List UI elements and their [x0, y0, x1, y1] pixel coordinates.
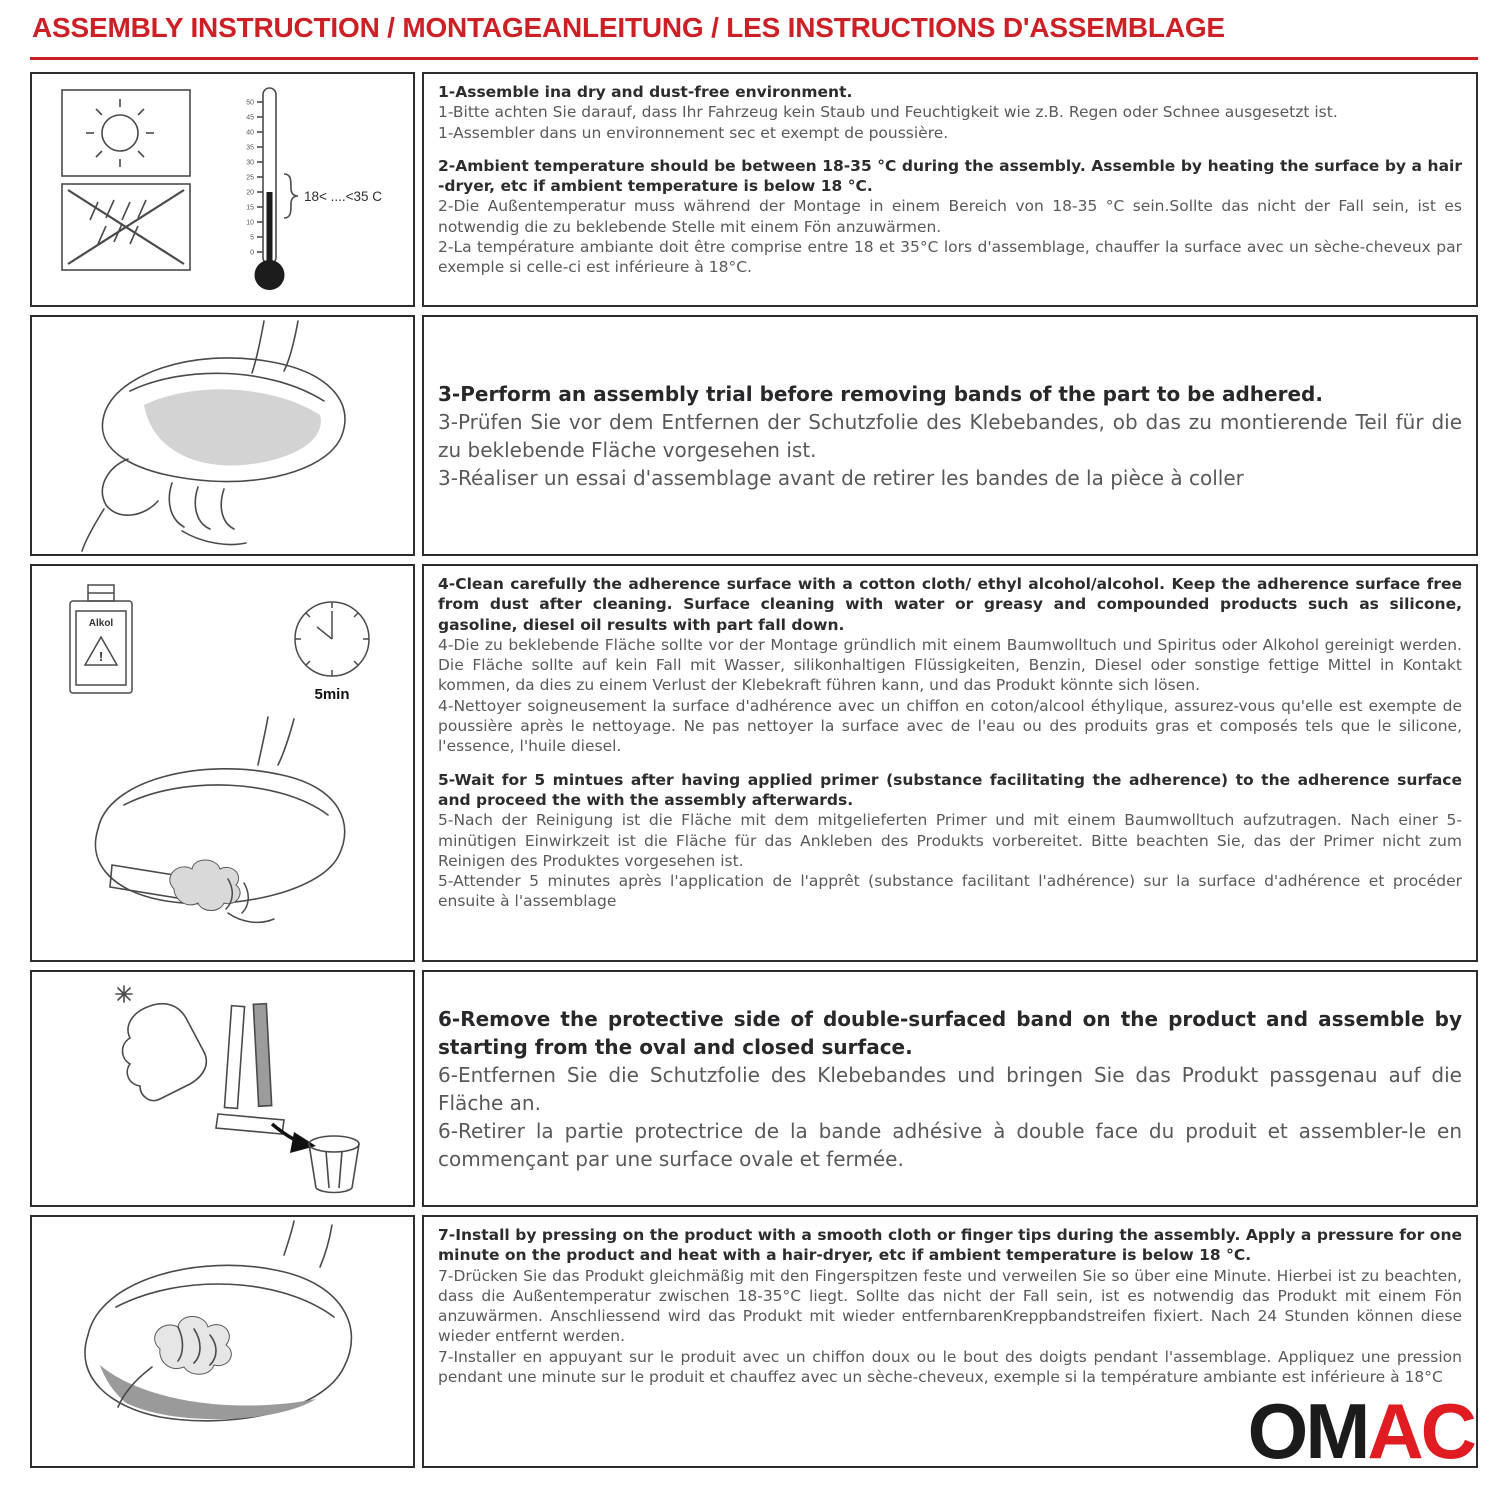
arrow-head	[290, 1132, 316, 1153]
step-2-de: 2-Die Außentemperatur muss während der Montage in einem Bereich von 18-35 °C sein.Sollte das nicht der Fall sein, ist es notwendig die zu beklebende Stelle mit einem Fön anzuwärmen.	[438, 197, 1462, 236]
step-7-fr: 7-Installer en appuyant sur le produit avec un chiffon doux ou le bout des doigts pendant l'assemblage. Appliquez une pression pendant une minute sur le produit et chauffez avec un sèche-cheveux, exemple si la température ambiante est inférieure à 18°C	[438, 1347, 1462, 1387]
sun-frame	[62, 90, 190, 176]
trash-can-icon	[309, 1136, 359, 1193]
step-1-en: 1-Assemble ina dry and dust-free environment.	[438, 83, 853, 101]
title-underline	[30, 57, 1478, 60]
instructions-trial	[422, 315, 1478, 556]
step-1-de: 1-Bitte achten Sie darauf, dass Ihr Fahrzeug kein Staub und Feuchtigkeit wie z.B. Regen oder Schnee ausgesetzt ist.	[438, 103, 1338, 122]
step-5-de: 5-Nach der Reinigung ist die Fläche mit dem mitgelieferten Primer und mit einem Baumwolltuch aufzutragen. Nach einer 5-minütigen Einwirkzeit ist die Fläche für das Ankleben des Produkts vorbereitet. Bitte beachten Sie, das der Primer nicht zum Reinigen des Produktes vorgesehen ist.	[438, 811, 1462, 870]
section-clean-surface	[30, 564, 1478, 962]
illustration-box-environment	[30, 72, 415, 307]
spacer	[438, 143, 1462, 156]
step-4-de: 4-Die zu beklebende Fläche sollte vor der Montage gründlich mit einem Baumwolltuch und Spiritus oder Alkohol gereinigt werden. Die Fläche sollte auf kein Fall mit Wasser, silikonhaltigen Flüssigkeiten, Benzin, Diesel oder sonstige fettige Mittel in Kontakt kommen, da dies zu einem Verlust der Klebekraft führen kann, und das Produkt könnte sich lösen.	[438, 635, 1462, 695]
illustration-box-press	[30, 1215, 415, 1468]
bottle-label: Alkol	[88, 618, 114, 629]
step-1-fr: 1-Assembler dans un environnement sec et exempt de poussière.	[438, 123, 949, 142]
svg-text:45: 45	[246, 114, 254, 122]
svg-text:10: 10	[246, 219, 254, 227]
adhesive-strips	[216, 1004, 284, 1134]
sun-icon	[86, 99, 154, 167]
thermometer-scale	[246, 100, 254, 257]
step-3-fr: 3-Réaliser un essai d'assemblage avant de retirer les bandes de la pièce à coller	[438, 465, 1244, 490]
svg-text:40: 40	[246, 129, 254, 137]
step-5-fr: 5-Attender 5 minutes après l'application de l'apprêt (substance facilitant l'adhérence) sur la surface d'adhérence et procéder ensuite à l'assemblage	[438, 872, 1462, 911]
svg-text:0: 0	[250, 249, 254, 257]
step-2-fr: 2-La température ambiante doit être comprise entre 18 et 35°C lors d'assemblage, chauffer la surface avec un sèche-cheveux par exemple si celle-ci est inférieure à 18°C.	[438, 238, 1462, 277]
environment-temperature-illustration	[32, 74, 413, 305]
peel-spark-icon	[116, 986, 132, 1002]
mirror-arm	[252, 321, 264, 373]
step-4-fr: 4-Nettoyer soigneusement la surface d'adhérence avec un chiffon en coton/alcool éthylique, assurez-vous qu'elle est exempte de poussière après le nettoyage. Ne pas nettoyer la surface avec de l'eau ou des produits gras et composés tels que le silicone, l'essence, l'huile diesel.	[438, 696, 1462, 756]
svg-text:20: 20	[246, 189, 254, 197]
press-cloth-on-mirror-illustration	[32, 1217, 413, 1466]
range-brace	[284, 174, 298, 218]
omac-logo-black: OM	[1247, 1387, 1368, 1475]
omac-logo	[1247, 1387, 1474, 1475]
step-6-de: 6-Entfernen Sie die Schutzfolie des Klebebandes und bringen Sie das Produkt passgenau auf die Fläche an.	[438, 1062, 1462, 1115]
clock-icon	[295, 602, 369, 676]
pressing-cloth	[155, 1317, 232, 1375]
hand-holding-mirror-cover-illustration	[32, 317, 413, 554]
hand-peeling-icon	[116, 986, 206, 1101]
mirror-cover-inner	[144, 389, 321, 465]
svg-text:25: 25	[246, 174, 254, 182]
clock-duration-label: 5min	[314, 686, 350, 703]
step-7-de: 7-Drücken Sie das Produkt gleichmäßig mit den Fingerspitzen feste und verweilen Sie so über eine Minute. Hierbei ist zu beachten, dass die Außentemperatur zwischen 18-35°C liegt. Sollte das nicht der Fall sein, ist es notwendig das Produkt mit einem Fön anzuwärmen. Anschliessend wird das Produkt mit wieder entfernbarenKreppbandstreifen fixiert. Nach 24 Stunden können diese wieder entfernt werden.	[438, 1266, 1462, 1346]
thermometer-mercury	[267, 192, 273, 266]
section-assembly-trial	[30, 315, 1478, 556]
section-environment	[30, 72, 1478, 307]
instruction-rows	[30, 72, 1478, 1468]
mirror-arm	[258, 717, 268, 765]
spacer	[438, 757, 1462, 770]
svg-text:50: 50	[246, 99, 254, 107]
step-6-en: 6-Remove the protective side of double-surfaced band on the product and assemble by starting from the oval and closed surface.	[438, 1006, 1462, 1059]
step-3-en: 3-Perform an assembly trial before removing bands of the part to be adhered.	[438, 381, 1323, 406]
step-2-en: 2-Ambient temperature should be between 18-35 °C during the assembly. Assemble by heating the surface by a hair -dryer, etc if ambient temperature is below 18 °C.	[438, 156, 1462, 196]
step-6-fr: 6-Retirer la partie protectrice de la bande adhésive à double face du produit et assembler-le en commençant par une surface ovale et fermée.	[438, 1118, 1462, 1171]
svg-text:15: 15	[246, 204, 254, 212]
alcohol-bottle-icon	[70, 585, 132, 693]
alcohol-clock-wipe-illustration	[32, 567, 413, 959]
warning-mark: !	[98, 649, 104, 664]
step-5-en: 5-Wait for 5 mintues after having applied primer (substance facilitating the adherence) to the adherence surface and proceed the with the assembly afterwards.	[438, 770, 1462, 809]
instructions-remove-band	[422, 970, 1478, 1207]
svg-text:5: 5	[250, 234, 254, 242]
thermometer-bulb	[255, 260, 285, 290]
instructions-clean	[422, 564, 1478, 962]
svg-text:30: 30	[246, 159, 254, 167]
step-3-de: 3-Prüfen Sie vor dem Entfernen der Schutzfolie des Klebebandes, ob das zu montierende Teil für die zu beklebende Fläche vorgesehen ist.	[438, 409, 1462, 462]
illustration-box-clean	[30, 564, 415, 962]
step-4-en: 4-Clean carefully the adherence surface with a cotton cloth/ ethyl alcohol/alcohol. Keep the adherence surface free from dust after cleaning. Surface cleaning with water or greasy and compounded products such as silicone, gasoline, diesel oil results with part fall down.	[438, 575, 1462, 634]
mirror-arm	[284, 1221, 294, 1255]
peel-strips-trash-illustration	[32, 972, 413, 1205]
hand-icon	[82, 459, 246, 551]
mirror-underside	[100, 1365, 316, 1419]
illustration-box-trial	[30, 315, 415, 556]
svg-text:35: 35	[246, 144, 254, 152]
instructions-environment	[422, 72, 1478, 307]
no-rain-icon	[68, 190, 184, 264]
omac-logo-red: AC	[1367, 1387, 1474, 1475]
step-7-en: 7-Install by pressing on the product with a smooth cloth or finger tips during the assembly. Apply a pressure for one minute on the product and heat with a hair-dryer, etc if ambient temperature is below 18 °C.	[438, 1226, 1462, 1265]
temperature-range-label: 18< ....<35 C	[304, 189, 383, 204]
illustration-box-remove-band	[30, 970, 415, 1207]
section-remove-band	[30, 970, 1478, 1207]
page-title: ASSEMBLY INSTRUCTION / MONTAGEANLEITUNG / LES INSTRUCTIONS D'ASSEMBLAGE	[32, 12, 1225, 43]
